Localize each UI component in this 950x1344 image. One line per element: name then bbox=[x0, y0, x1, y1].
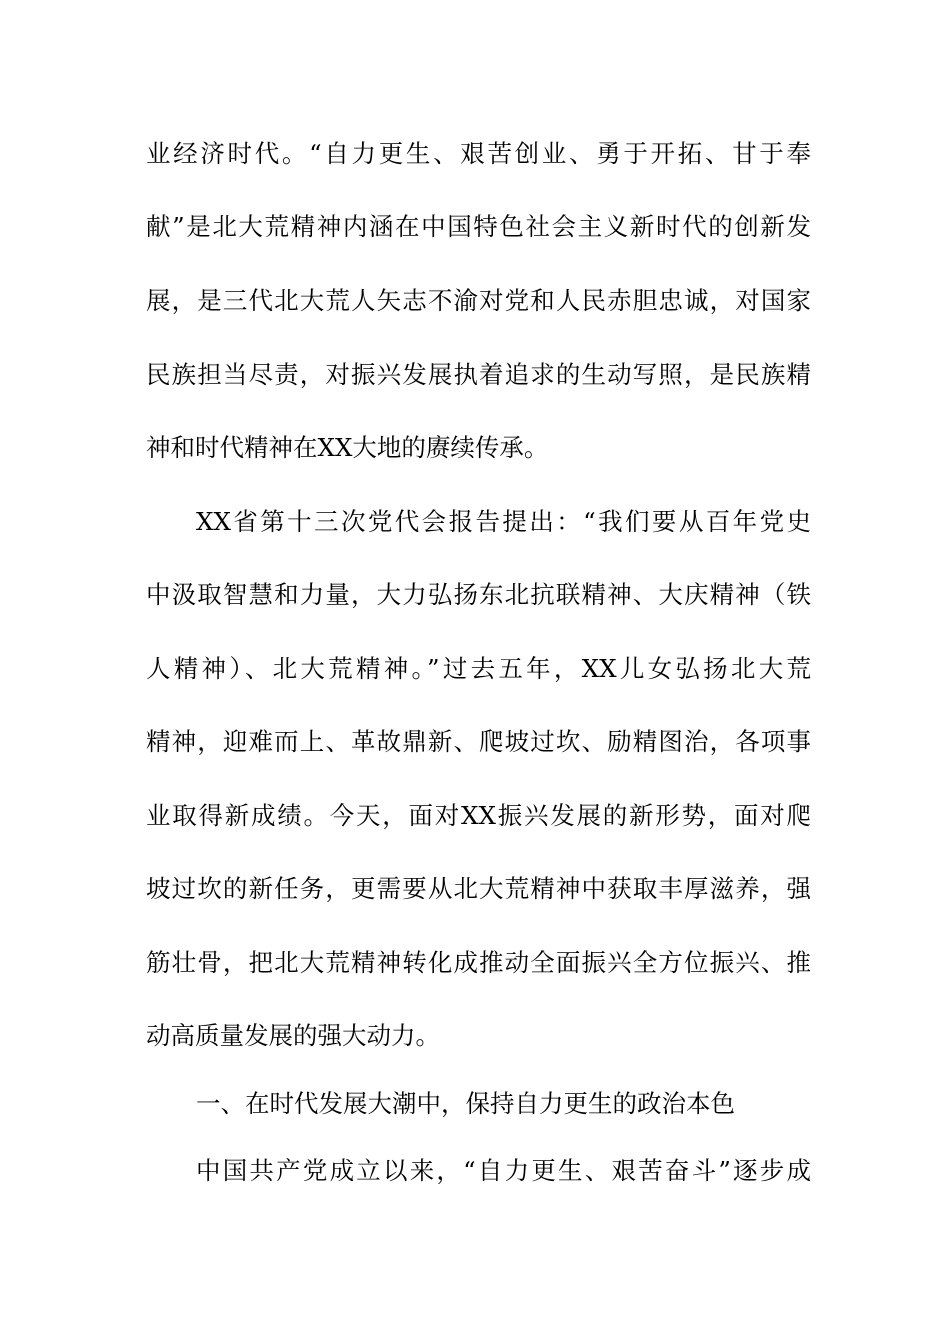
paragraph-first-line: 中国共产党成立以来，“自力更生、艰苦奋斗”逐步成 bbox=[196, 1156, 811, 1185]
text-line: 民族担当尽责，对振兴发展执着追求的生动写照，是民族精 bbox=[146, 360, 811, 389]
text-line: 展，是三代北大荒人矢志不渝对党和人民赤胆忠诚，对国家 bbox=[146, 286, 811, 315]
text-line: 坡过坎的新任务，更需要从北大荒精神中获取丰厚滋养，强 bbox=[146, 874, 811, 903]
text-line: 动高质量发展的强大动力。 bbox=[146, 1021, 440, 1050]
section-heading: 一、在时代发展大潮中，保持自力更生的政治本色 bbox=[196, 1089, 735, 1118]
text-line: 献”是北大荒精神内涵在中国特色社会主义新时代的创新发 bbox=[146, 212, 811, 241]
text-line: 业取得新成绩。今天，面对XX振兴发展的新形势，面对爬 bbox=[146, 801, 811, 830]
text-line: 筋壮骨，把北大荒精神转化成推动全面振兴全方位振兴、推 bbox=[146, 948, 811, 977]
text-line: 精神，迎难而上、革故鼎新、爬坡过坎、励精图治，各项事 bbox=[146, 727, 811, 756]
text-line: 神和时代精神在XX大地的赓续传承。 bbox=[146, 433, 549, 462]
text-line: 人精神）、北大荒精神。”过去五年，XX儿女弘扬北大荒 bbox=[146, 654, 811, 683]
text-line: 业经济时代。“自力更生、艰苦创业、勇于开拓、甘于奉 bbox=[146, 139, 811, 168]
paragraph-first-line: XX省第十三次党代会报告提出：“我们要从百年党史 bbox=[196, 507, 811, 536]
text-line: 中汲取智慧和力量，大力弘扬东北抗联精神、大庆精神（铁 bbox=[146, 580, 811, 609]
